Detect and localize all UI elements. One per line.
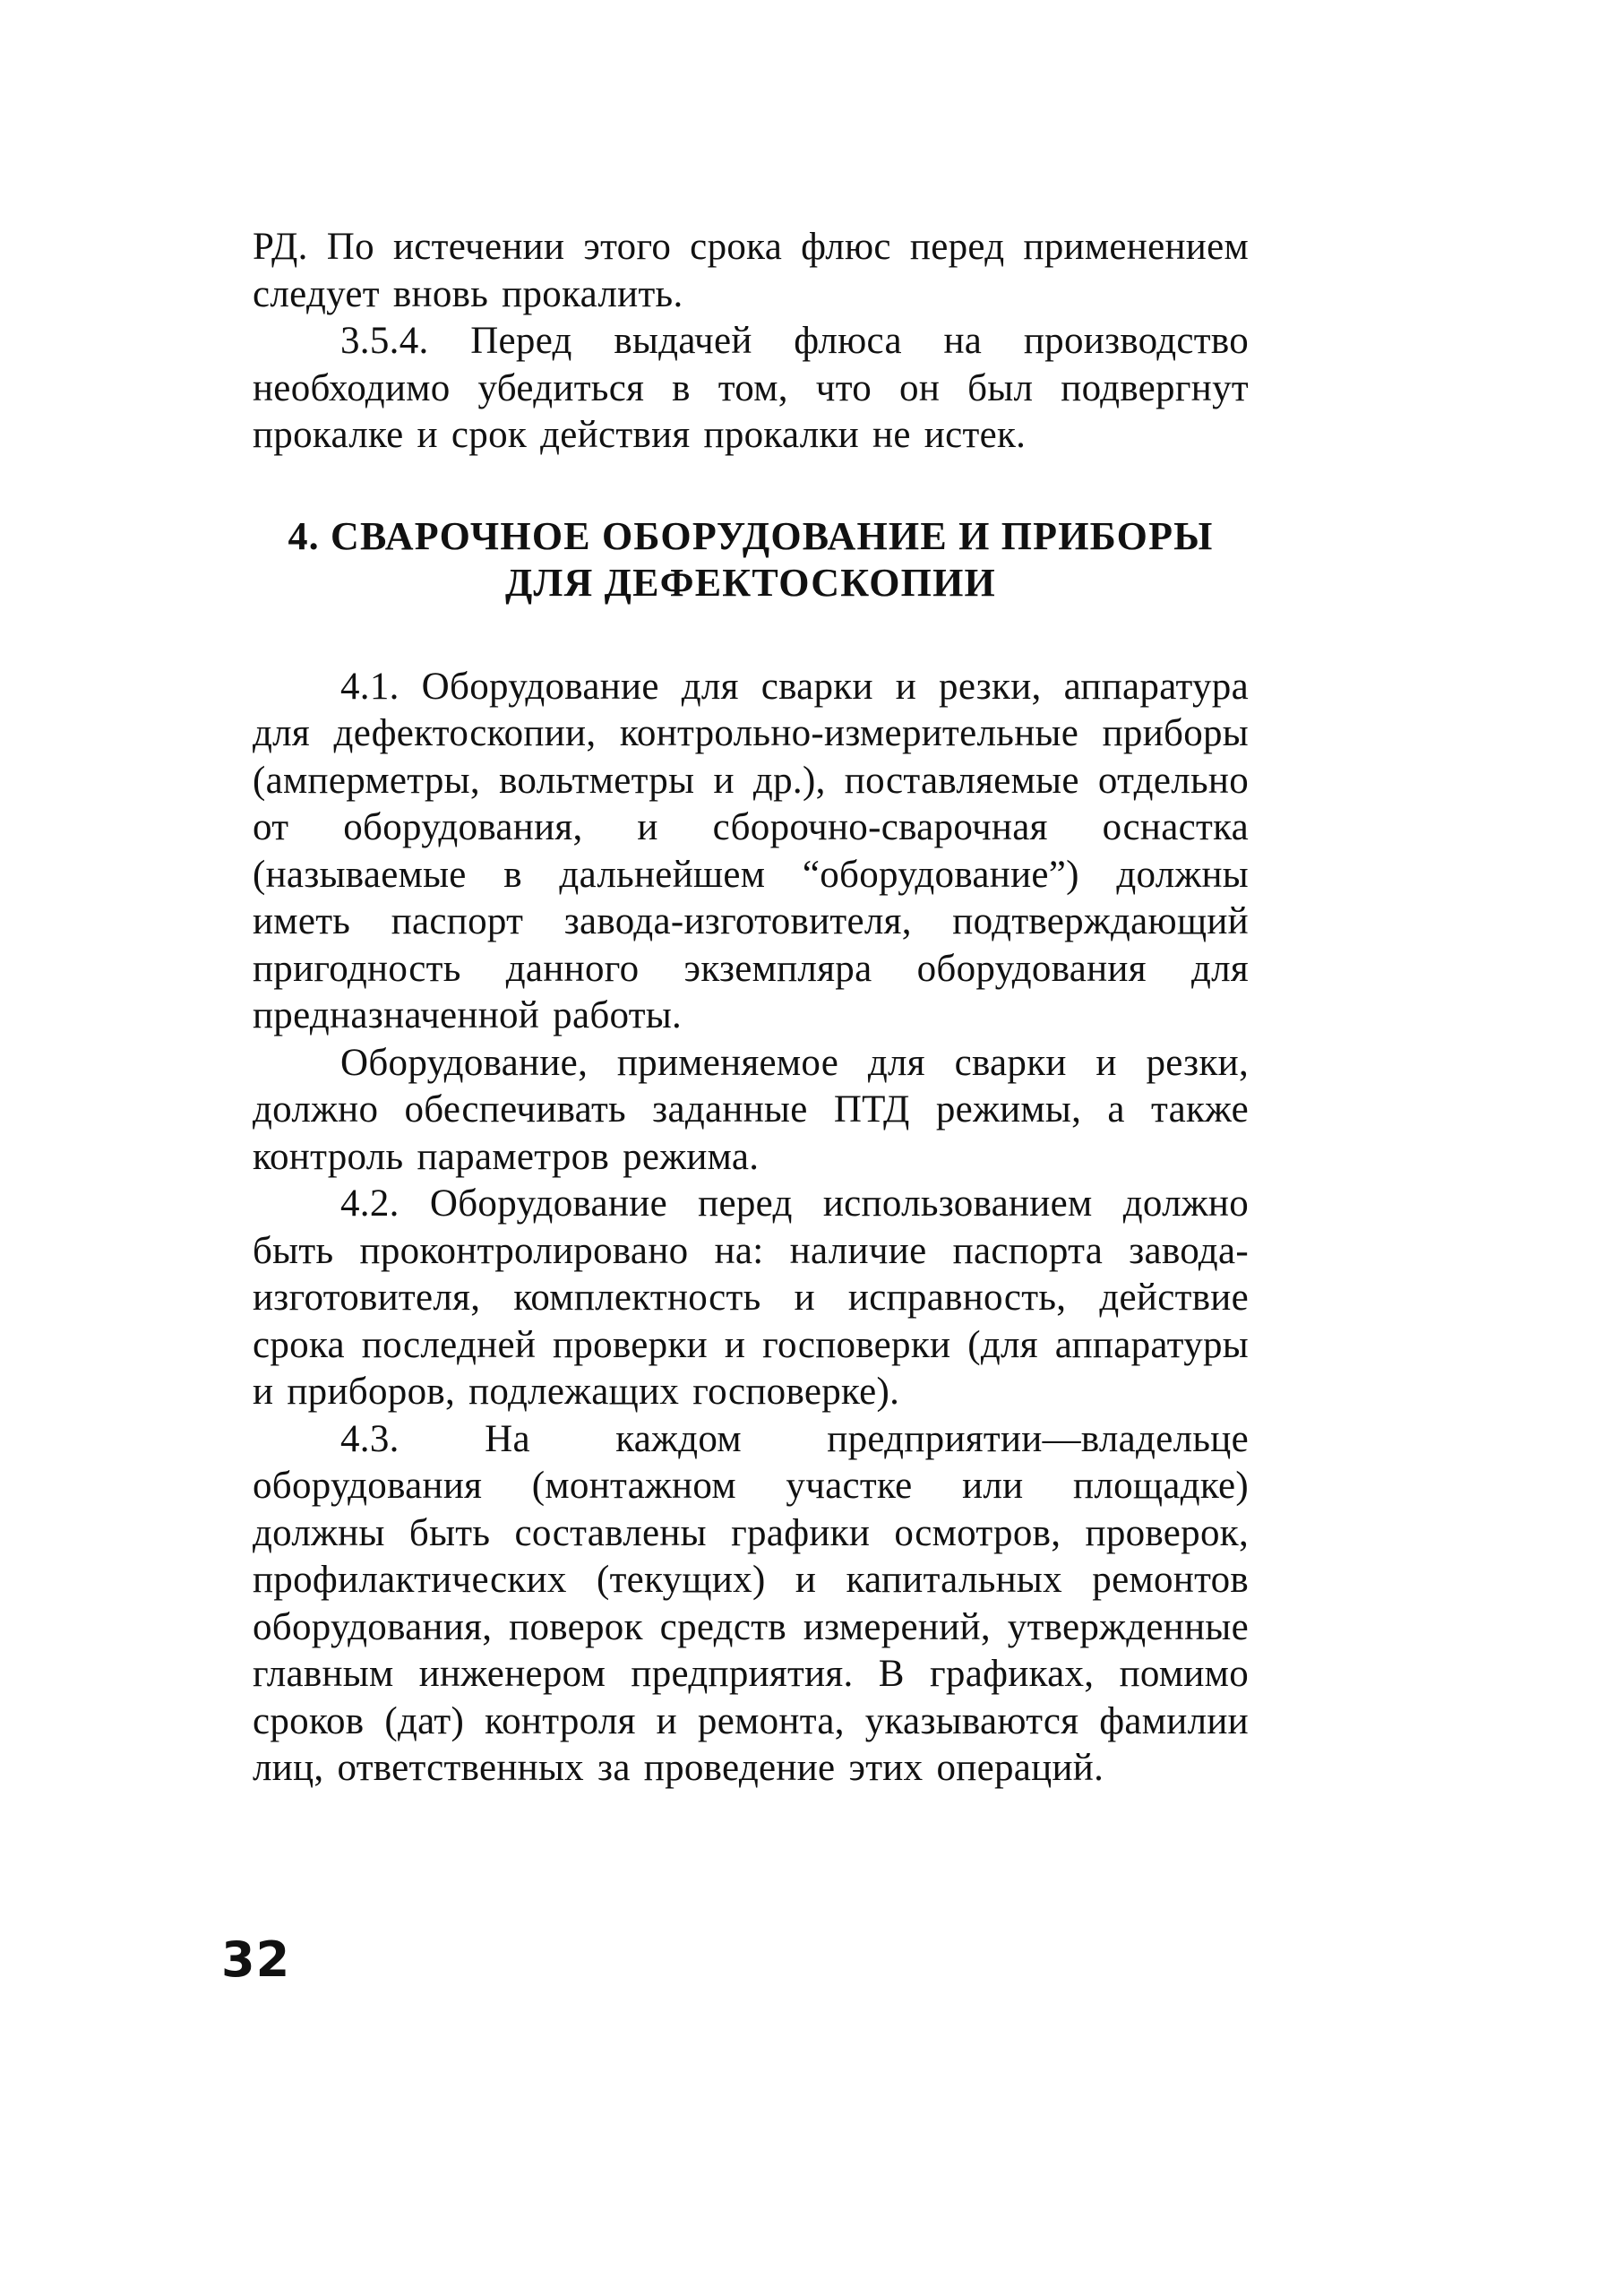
paragraph-4-2: 4.2. Оборудование перед использованием должно быть проконтролировано на: наличие паспорта завода-изготовителя, комплектность и исправность, действие срока последней проверки и госповерки (для аппаратуры и приборов, подлежащих госповерке). (253, 1182, 1249, 1413)
section-heading (253, 460, 1249, 664)
section-heading-line-2: ДЛЯ ДЕФЕКТОСКОПИИ (505, 560, 996, 605)
paragraph-4-1: 4.1. Оборудование для сварки и резки, аппаратура для дефектоскопии, контрольно-измерительные приборы (амперметры, вольтметры и др.), поставляемые отдельно от оборудования, и сборочно-сварочная оснастка (называемые в дальнейшем “оборудование”) должны иметь паспорт завода-изготовителя, подтверждающий пригодность данного экземпляра оборудования для предназначенной работы. (253, 665, 1249, 1036)
text-column (253, 224, 1249, 1793)
page-number: 32 (221, 1931, 291, 1988)
paragraph-4-1-continued: Оборудование, применяемое для сварки и резки, должно обеспечивать заданные ПТД режимы, а также контроль параметров режима. (253, 1041, 1249, 1178)
paragraph-3-5-4: 3.5.4. Перед выдачей флюса на производство необходимо убедиться в том, что он был подвергнут прокалке и срок действия прокалки не истек. (253, 320, 1249, 456)
paragraph-intro: РД. По истечении этого срока флюс перед применением следует вновь прокалить. (253, 226, 1249, 315)
section-heading-line-1: 4. СВАРОЧНОЕ ОБОРУДОВАНИЕ И ПРИБОРЫ (288, 513, 1214, 558)
paragraph-4-3: 4.3. На каждом предприятии—владельце оборудования (монтажном участке или площадке) должны быть составлены графики осмотров, проверок, профилактических (текущих) и капитальных ремонтов оборудования, поверок средств измерений, утвержденные главным инженером предприятия. В графиках, помимо сроков (дат) контроля и ремонта, указываются фамилии лиц, ответственных за проведение этих операций. (253, 1417, 1249, 1789)
